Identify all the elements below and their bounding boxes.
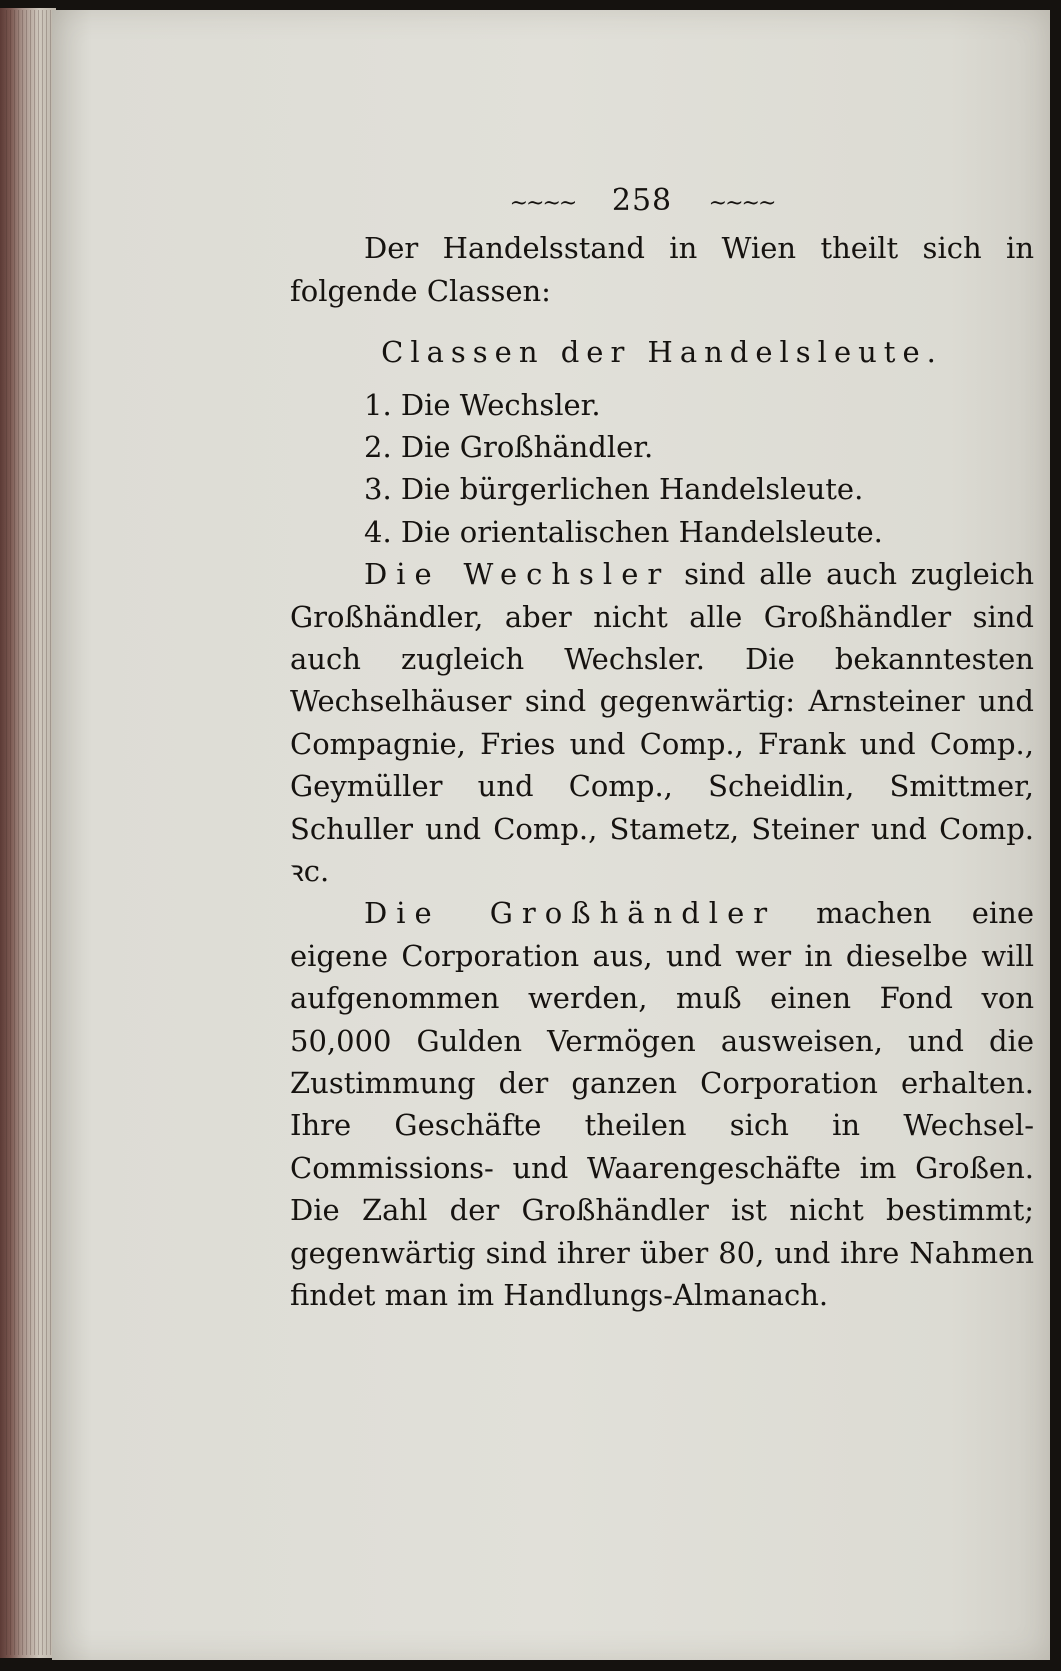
list-item: 3. Die bürgerlichen Handelsleute. <box>364 472 864 507</box>
paragraph-grosshaendler <box>290 892 1034 1316</box>
page-number: 258 <box>611 183 673 218</box>
page-header <box>250 180 1034 225</box>
text-wechsler: sind alle auch zugleich Großhändler, aber nicht alle Großhändler sind auch zugleich Wechsler. Die bekanntesten Wechselhäuser sind gegenwärtig: Arnsteiner und Compagnie, Fries und Comp., Frank und Comp., Geymüller und Comp., Scheidlin, Smittmer, Schuller und Comp., Stametz, Steiner und Comp. ꝛc. <box>290 557 1034 889</box>
lead-grosshaendler: Die Großhändler <box>364 896 777 931</box>
book-page <box>52 10 1050 1660</box>
intro-paragraph: Der Handelsstand in Wien theilt sich in folgende Classen: <box>290 231 1034 308</box>
classes-list <box>290 384 1034 554</box>
list-item: 2. Die Großhändler. <box>364 430 654 465</box>
list-item: 4. Die orientalischen Handelsleute. <box>364 514 883 549</box>
list-item: 1. Die Wechsler. <box>364 387 601 422</box>
lead-wechsler: Die Wechsler <box>364 557 671 592</box>
page-text <box>290 180 1034 1317</box>
header-ornament-left: ~~~~ <box>509 191 576 216</box>
section-title: Classen der Handelsleute. <box>381 335 943 370</box>
header-ornament-right: ~~~~ <box>708 191 775 216</box>
page-stack-lines <box>6 10 54 1655</box>
text-grosshaendler: machen eine eigene Corporation aus, und wer in dieselbe will aufgenommen werden, muß einen Fond von 50,000 Gulden Vermögen ausweisen, und die Zustimmung der ganzen Corporation erhalten. Ihre Geschäfte theilen sich in Wechsel- Commissions- und Waarengeschäfte im Großen. Die Zahl der Großhändler ist nicht bestimmt; gegenwärtig sind ihrer über 80, und ihre Nahmen findet man im Handlungs-Almanach. <box>290 896 1034 1313</box>
paragraph-wechsler <box>290 553 1034 892</box>
